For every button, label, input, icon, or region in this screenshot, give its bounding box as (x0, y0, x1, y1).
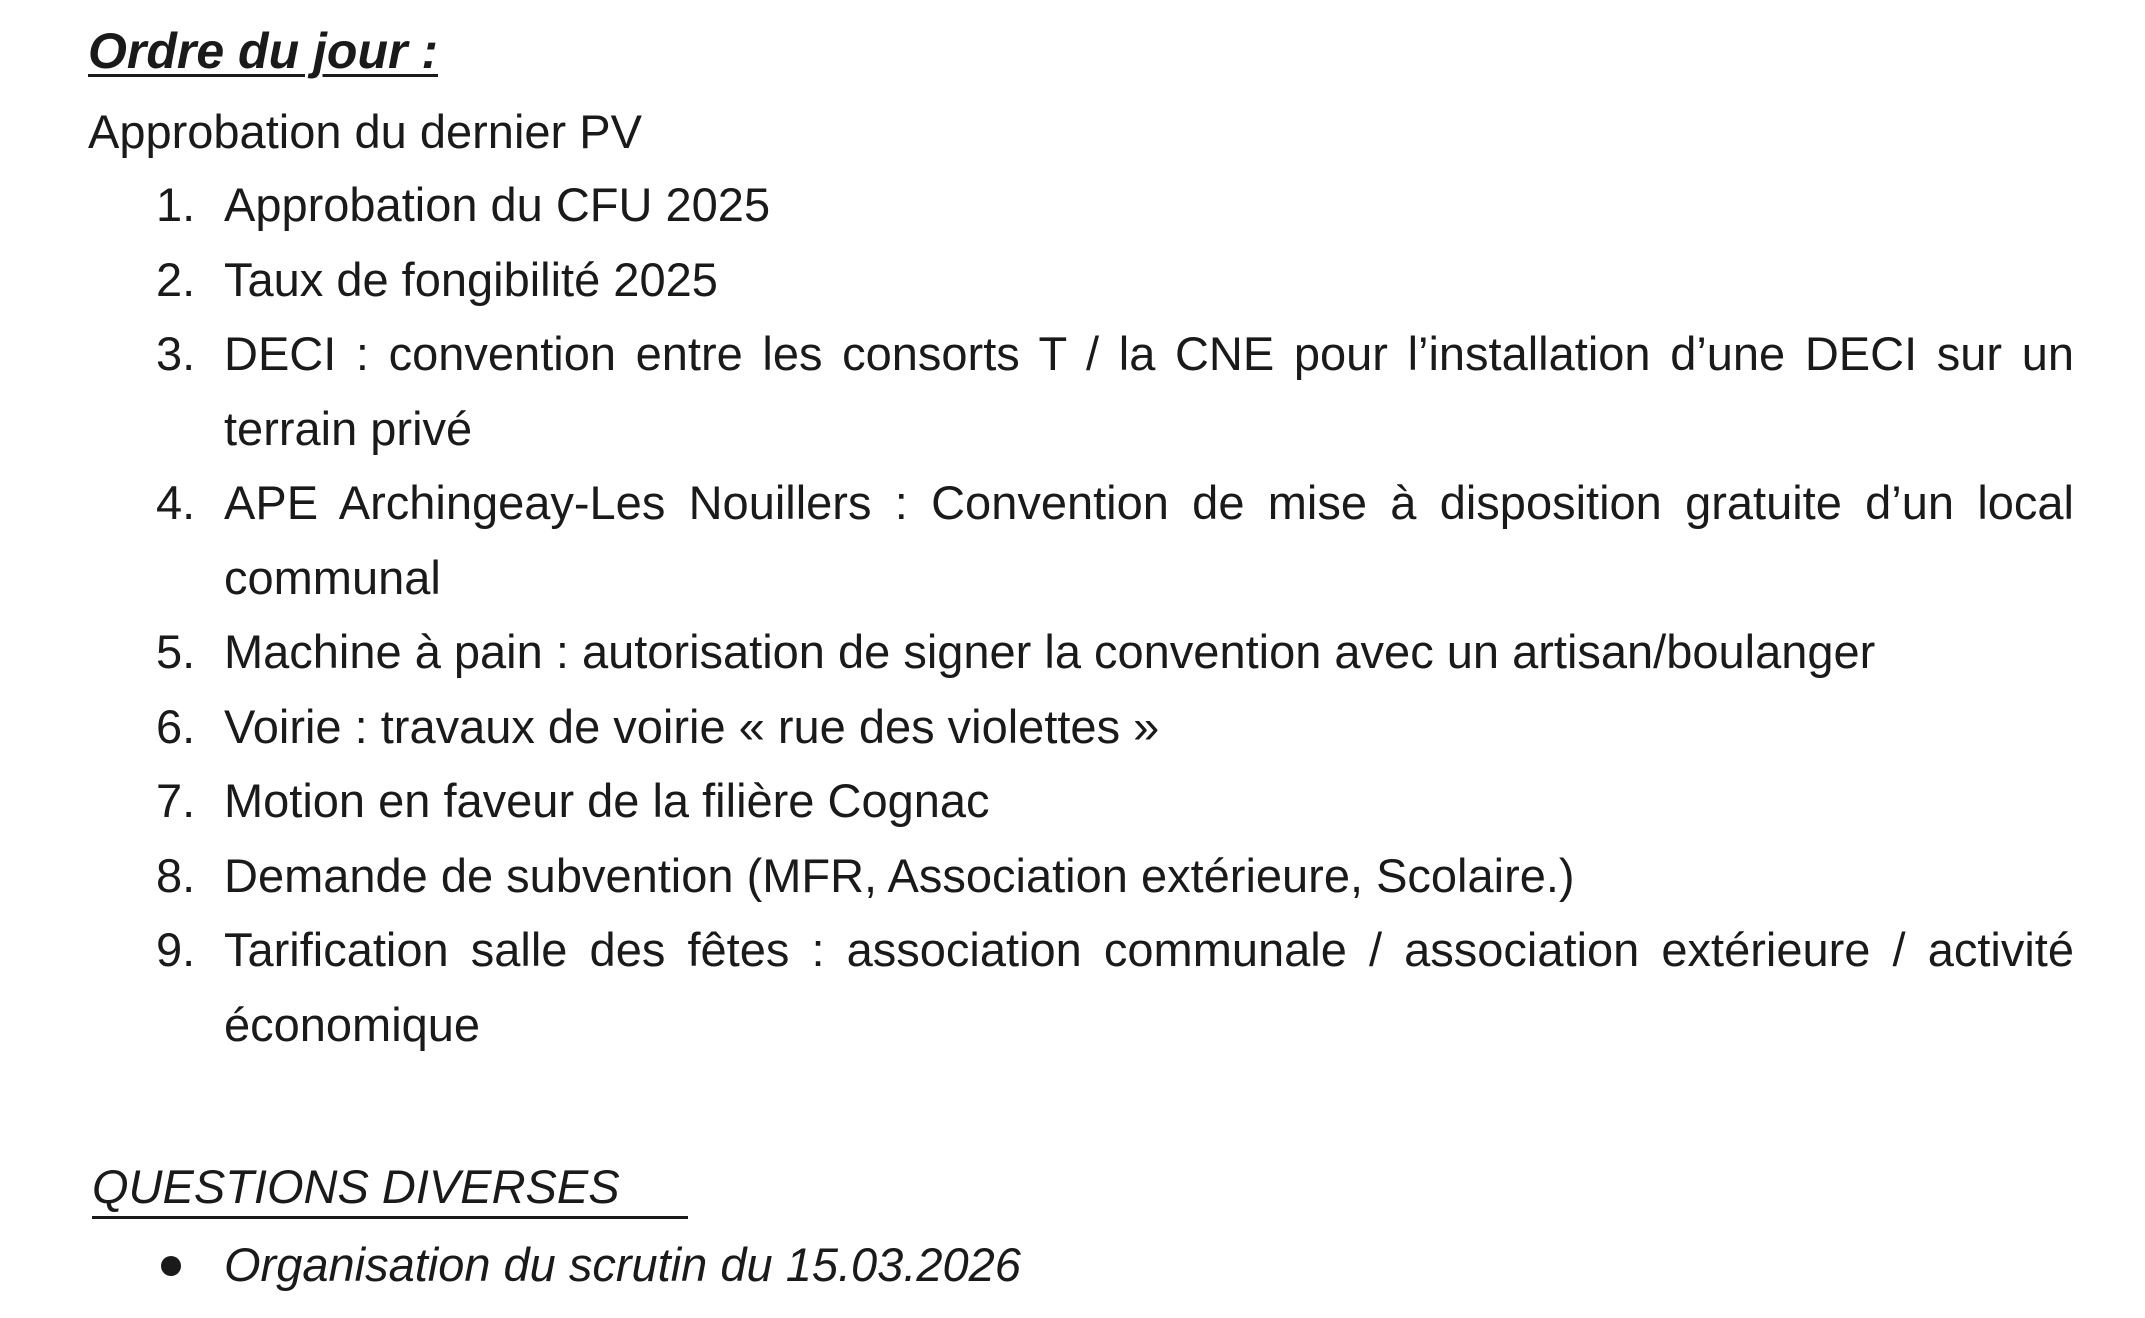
agenda-item-number: 9. (156, 923, 196, 976)
questions-diverses-label: QUESTIONS DIVERSES (92, 1158, 688, 1219)
agenda-item-text: Motion en faveur de la filière Cognac (224, 774, 990, 827)
agenda-item-number: 6. (156, 699, 196, 753)
agenda-item-text: Tarification salle des fêtes : association communale / association extérieure / activité économique (224, 923, 2074, 1051)
agenda-item-text: Taux de fongibilité 2025 (224, 252, 718, 306)
agenda-item-number: 2. (156, 252, 196, 306)
agenda-item-text: DECI : convention entre les consorts T / la CNE pour l’installation d’une DECI sur un terrain privé (224, 327, 2074, 455)
questions-list (0, 1228, 2145, 1302)
question-item (0, 1228, 2145, 1302)
agenda-item-text: Approbation du CFU 2025 (224, 178, 771, 231)
agenda-item-text: Machine à pain : autorisation de signer la convention avec un artisan/boulanger (224, 625, 1876, 678)
agenda-item (0, 764, 2074, 839)
agenda-list (0, 168, 2145, 1062)
agenda-item-number: 3. (156, 327, 196, 380)
agenda-item-number: 1. (156, 178, 196, 231)
agenda-item (0, 839, 2074, 914)
agenda-item (0, 466, 2074, 615)
question-item-text: Organisation du scrutin du 15.03.2026 (224, 1238, 1021, 1291)
agenda-item (0, 317, 2074, 466)
agenda-item-number: 7. (156, 774, 196, 827)
agenda-item (0, 615, 2074, 690)
agenda-heading: Ordre du jour : (88, 23, 438, 79)
agenda-item (0, 243, 2074, 318)
agenda-intro: Approbation du dernier PV (88, 105, 642, 158)
agenda-item (0, 690, 2074, 765)
agenda-item-text: Voirie : travaux de voirie « rue des violettes » (224, 699, 1160, 753)
agenda-item (0, 913, 2074, 1062)
agenda-item-number: 8. (156, 848, 196, 902)
agenda-item-number: 5. (156, 625, 196, 678)
bullet-icon (161, 1256, 181, 1276)
agenda-item (0, 168, 2074, 243)
questions-diverses-heading (92, 1152, 688, 1222)
agenda-item-text: APE Archingeay-Les Nouillers : Convention de mise à disposition gratuite d’un local communal (224, 476, 2074, 604)
agenda-item-text: Demande de subvention (MFR, Association extérieure, Scolaire.) (224, 848, 1575, 902)
agenda-item-number: 4. (156, 476, 196, 529)
